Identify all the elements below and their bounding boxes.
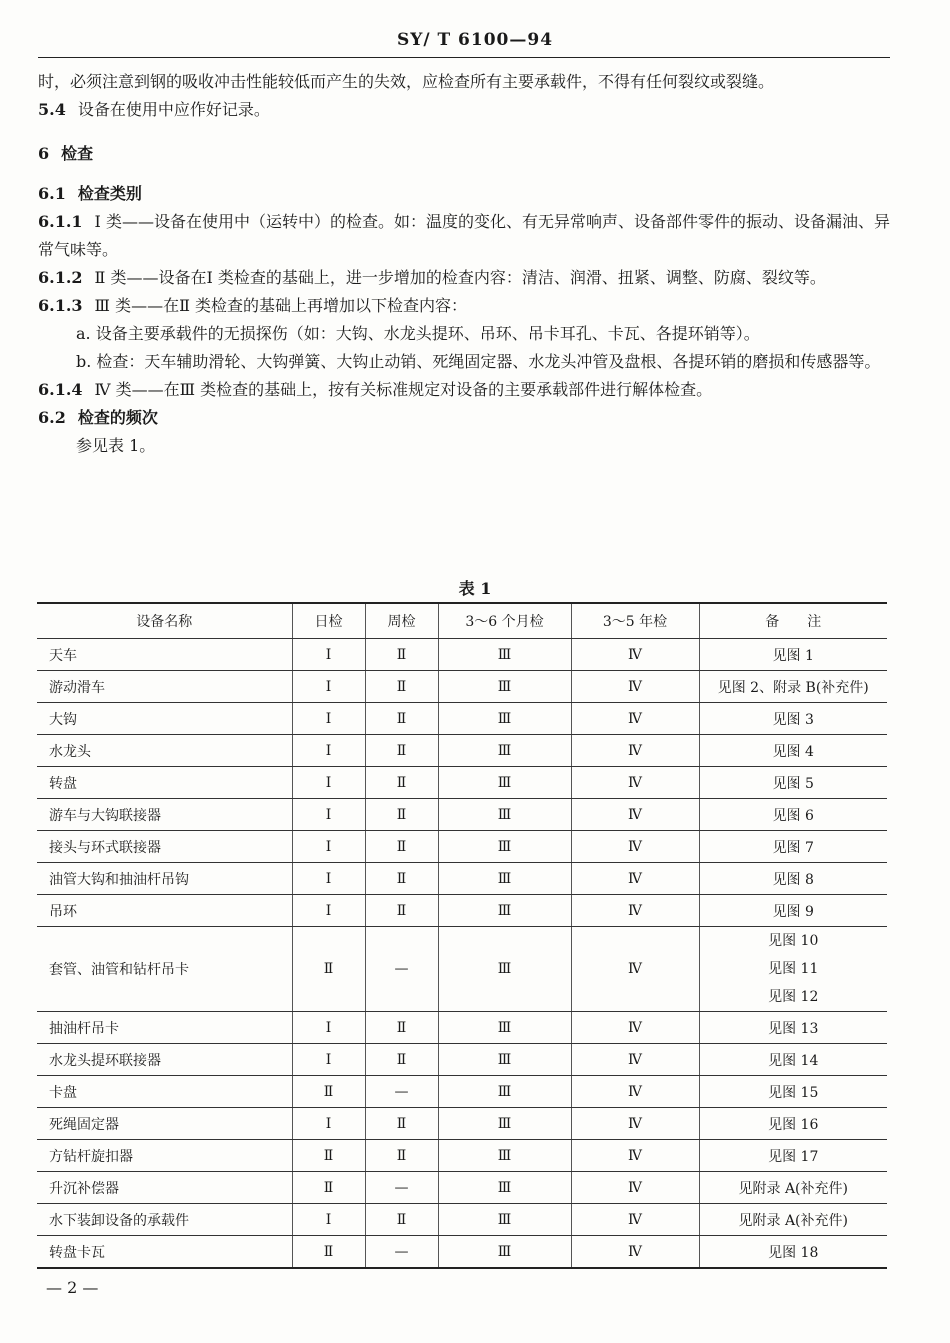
cell-equipment: 转盘卡瓦 — [37, 1236, 292, 1269]
cell-equipment: 升沉补偿器 — [37, 1172, 292, 1204]
cell-3-6-months: Ⅲ — [438, 831, 571, 863]
cell-daily: Ⅰ — [292, 863, 365, 895]
header-remarks: 备 注 — [699, 603, 887, 639]
cell-equipment: 水龙头 — [37, 735, 292, 767]
cell-3-5-years: Ⅳ — [571, 799, 699, 831]
cell-equipment: 吊环 — [37, 895, 292, 927]
table-row — [37, 767, 887, 799]
table-row — [37, 927, 887, 1012]
cell-equipment: 死绳固定器 — [37, 1108, 292, 1140]
header-weekly: 周检 — [365, 603, 438, 639]
table-row — [37, 895, 887, 927]
cell-equipment: 抽油杆吊卡 — [37, 1012, 292, 1044]
cell-3-5-years: Ⅳ — [571, 1172, 699, 1204]
cell-weekly: Ⅱ — [365, 1108, 438, 1140]
header-equipment-name: 设备名称 — [37, 603, 292, 639]
cell-weekly: — — [365, 1172, 438, 1204]
cell-weekly: Ⅱ — [365, 831, 438, 863]
cell-weekly: Ⅱ — [365, 1012, 438, 1044]
document-code-header: SY/ T 6100—94 — [396, 30, 554, 50]
cell-3-5-years: Ⅳ — [571, 1140, 699, 1172]
cell-3-5-years: Ⅳ — [571, 735, 699, 767]
cell-remarks: 见图 14 — [699, 1044, 887, 1076]
section-6-1-heading — [38, 180, 890, 208]
cell-daily: Ⅱ — [292, 1172, 365, 1204]
cell-remarks: 见图 7 — [699, 831, 887, 863]
cell-equipment: 天车 — [37, 639, 292, 671]
cell-equipment: 大钩 — [37, 703, 292, 735]
section-text: 设备在使用中应作好记录。 — [77, 100, 270, 119]
cell-weekly: Ⅱ — [365, 639, 438, 671]
cell-3-6-months: Ⅲ — [438, 863, 571, 895]
section-number: 6 — [38, 144, 50, 163]
section-number: 5.4 — [38, 100, 66, 119]
cell-remarks: 见附录 A(补充件) — [699, 1204, 887, 1236]
cell-3-5-years: Ⅳ — [571, 927, 699, 1012]
cell-daily: Ⅰ — [292, 1012, 365, 1044]
cell-daily: Ⅰ — [292, 831, 365, 863]
item-a: a. 设备主要承载件的无损探伤（如：大钩、水龙头提环、吊环、吊卡耳孔、卡瓦、各提环销等）。 — [76, 324, 760, 343]
header-daily: 日检 — [292, 603, 365, 639]
cell-3-5-years: Ⅳ — [571, 895, 699, 927]
cell-3-6-months: Ⅲ — [438, 1076, 571, 1108]
section-number: 6.1.3 — [38, 296, 83, 315]
cell-3-5-years: Ⅳ — [571, 863, 699, 895]
cell-remarks: 见图 15 — [699, 1076, 887, 1108]
cell-remarks: 见图 4 — [699, 735, 887, 767]
cell-3-5-years: Ⅳ — [571, 1236, 699, 1269]
section-6-2-heading — [38, 404, 890, 432]
cell-3-6-months: Ⅲ — [438, 1204, 571, 1236]
cell-3-6-months: Ⅲ — [438, 735, 571, 767]
table-row — [37, 1044, 887, 1076]
cell-weekly: Ⅱ — [365, 863, 438, 895]
cell-3-6-months: Ⅲ — [438, 1172, 571, 1204]
section-number: 6.2 — [38, 408, 66, 427]
cell-equipment: 卡盘 — [37, 1076, 292, 1108]
cell-weekly: Ⅱ — [365, 703, 438, 735]
cell-remarks: 见图 5 — [699, 767, 887, 799]
cell-3-6-months: Ⅲ — [438, 703, 571, 735]
section-6-1-3 — [38, 292, 890, 320]
section-title: 检查类别 — [77, 184, 142, 203]
cell-3-5-years: Ⅳ — [571, 703, 699, 735]
table-caption: 表 1 — [458, 579, 492, 598]
cell-3-6-months: Ⅲ — [438, 927, 571, 1012]
header-3-5-years: 3～5 年检 — [571, 603, 699, 639]
cell-remarks: 见图 13 — [699, 1012, 887, 1044]
cell-equipment: 转盘 — [37, 767, 292, 799]
table-row — [37, 1204, 887, 1236]
section-number: 6.1.1 — [38, 212, 83, 231]
cell-daily: Ⅱ — [292, 927, 365, 1012]
header-3-6-months: 3～6 个月检 — [438, 603, 571, 639]
cell-daily: Ⅰ — [292, 1044, 365, 1076]
section-5-4 — [38, 96, 890, 124]
section-text: Ⅲ 类——在Ⅱ 类检查的基础上再增加以下检查内容： — [94, 296, 468, 315]
cell-equipment: 接头与环式联接器 — [37, 831, 292, 863]
cell-equipment: 方钻杆旋扣器 — [37, 1140, 292, 1172]
cell-weekly: Ⅱ — [365, 895, 438, 927]
cell-weekly: Ⅱ — [365, 799, 438, 831]
item-b: b. 检查：天车辅助滑轮、大钩弹簧、大钩止动销、死绳固定器、水龙头冲管及盘根、各提环销的磨损和传感器等。 — [76, 352, 881, 371]
table-row — [37, 639, 887, 671]
section-6-1-2 — [38, 264, 890, 292]
table-row — [37, 831, 887, 863]
cell-weekly: Ⅱ — [365, 1204, 438, 1236]
cell-equipment: 游车与大钩联接器 — [37, 799, 292, 831]
section-6-heading — [38, 140, 890, 168]
cell-weekly: Ⅱ — [365, 767, 438, 799]
cell-remarks: 见图 6 — [699, 799, 887, 831]
cell-remarks: 见图 17 — [699, 1140, 887, 1172]
cell-daily: Ⅰ — [292, 767, 365, 799]
remark-line: 见图 12 — [768, 989, 819, 1005]
cell-3-6-months: Ⅲ — [438, 1236, 571, 1269]
cell-daily: Ⅰ — [292, 735, 365, 767]
cell-3-5-years: Ⅳ — [571, 1204, 699, 1236]
cell-equipment: 水下装卸设备的承载件 — [37, 1204, 292, 1236]
table-row — [37, 1108, 887, 1140]
cell-daily: Ⅰ — [292, 1108, 365, 1140]
cell-3-6-months: Ⅲ — [438, 671, 571, 703]
table-row — [37, 1076, 887, 1108]
section-number: 6.1.4 — [38, 380, 83, 399]
cell-daily: Ⅰ — [292, 639, 365, 671]
cell-remarks: 见图 1 — [699, 639, 887, 671]
cell-3-6-months: Ⅲ — [438, 799, 571, 831]
cell-3-6-months: Ⅲ — [438, 1140, 571, 1172]
cell-remarks — [699, 927, 887, 1012]
section-text: Ⅱ 类——设备在Ⅰ 类检查的基础上，进一步增加的检查内容：清洁、润滑、扭紧、调整、防腐、裂纹等。 — [94, 268, 826, 287]
cell-3-5-years: Ⅳ — [571, 831, 699, 863]
cell-remarks: 见图 3 — [699, 703, 887, 735]
section-number: 6.1 — [38, 184, 66, 203]
cell-3-6-months: Ⅲ — [438, 1012, 571, 1044]
cell-3-5-years: Ⅳ — [571, 1108, 699, 1140]
cell-remarks: 见图 2、附录 B(补充件) — [699, 671, 887, 703]
cell-3-6-months: Ⅲ — [438, 1044, 571, 1076]
cell-equipment: 游动滑车 — [37, 671, 292, 703]
table-row — [37, 1172, 887, 1204]
cell-daily: Ⅰ — [292, 799, 365, 831]
cell-3-6-months: Ⅲ — [438, 639, 571, 671]
page-number: — 2 — — [46, 1278, 99, 1297]
cell-3-5-years: Ⅳ — [571, 671, 699, 703]
section-title: 检查的频次 — [77, 408, 158, 427]
section-6-1-1 — [38, 208, 890, 264]
header-rule — [38, 57, 890, 58]
body-text — [38, 68, 890, 460]
cell-weekly: Ⅱ — [365, 1044, 438, 1076]
cell-equipment: 水龙头提环联接器 — [37, 1044, 292, 1076]
table-row — [37, 1236, 887, 1269]
cell-daily: Ⅰ — [292, 1204, 365, 1236]
cell-weekly: — — [365, 1236, 438, 1269]
table-row — [37, 863, 887, 895]
cell-weekly: Ⅱ — [365, 1140, 438, 1172]
cell-equipment: 套管、油管和钻杆吊卡 — [37, 927, 292, 1012]
table-row — [37, 799, 887, 831]
cell-equipment: 油管大钩和抽油杆吊钩 — [37, 863, 292, 895]
cell-daily: Ⅰ — [292, 703, 365, 735]
section-text: Ⅳ 类——在Ⅲ 类检查的基础上，按有关标准规定对设备的主要承载部件进行解体检查。 — [94, 380, 713, 399]
cell-weekly: — — [365, 1076, 438, 1108]
cell-3-5-years: Ⅳ — [571, 1076, 699, 1108]
table-row — [37, 671, 887, 703]
cell-3-6-months: Ⅲ — [438, 1108, 571, 1140]
cell-daily: Ⅰ — [292, 671, 365, 703]
section-6-1-4 — [38, 376, 890, 404]
continued-paragraph: 时，必须注意到钢的吸收冲击性能较低而产生的失效，应检查所有主要承载件，不得有任何裂纹或裂缝。 — [38, 72, 775, 91]
remark-line: 见图 10 — [768, 933, 819, 949]
cell-3-5-years: Ⅳ — [571, 639, 699, 671]
cell-3-5-years: Ⅳ — [571, 767, 699, 799]
cell-daily: Ⅱ — [292, 1236, 365, 1269]
cell-3-6-months: Ⅲ — [438, 895, 571, 927]
table-row — [37, 735, 887, 767]
table-header-row — [37, 603, 887, 639]
cell-weekly: — — [365, 927, 438, 1012]
remark-line: 见图 11 — [768, 961, 819, 977]
cell-daily: Ⅱ — [292, 1140, 365, 1172]
cell-3-5-years: Ⅳ — [571, 1012, 699, 1044]
inspection-frequency-table — [37, 602, 887, 1269]
cell-weekly: Ⅱ — [365, 735, 438, 767]
section-text: Ⅰ 类——设备在使用中（运转中）的检查。如：温度的变化、有无异常响声、设备部件零件的振动、设备漏油、异常气味等。 — [38, 212, 890, 259]
cell-daily: Ⅱ — [292, 1076, 365, 1108]
cell-3-5-years: Ⅳ — [571, 1044, 699, 1076]
cell-remarks: 见图 18 — [699, 1236, 887, 1269]
cell-remarks: 见图 8 — [699, 863, 887, 895]
cell-remarks: 见附录 A(补充件) — [699, 1172, 887, 1204]
table-row — [37, 703, 887, 735]
cell-remarks: 见图 9 — [699, 895, 887, 927]
section-number: 6.1.2 — [38, 268, 83, 287]
table-row — [37, 1140, 887, 1172]
section-title: 检查 — [61, 144, 94, 163]
section-6-2-text: 参见表 1。 — [76, 436, 156, 455]
cell-weekly: Ⅱ — [365, 671, 438, 703]
cell-remarks: 见图 16 — [699, 1108, 887, 1140]
table-row — [37, 1012, 887, 1044]
cell-3-6-months: Ⅲ — [438, 767, 571, 799]
cell-daily: Ⅰ — [292, 895, 365, 927]
